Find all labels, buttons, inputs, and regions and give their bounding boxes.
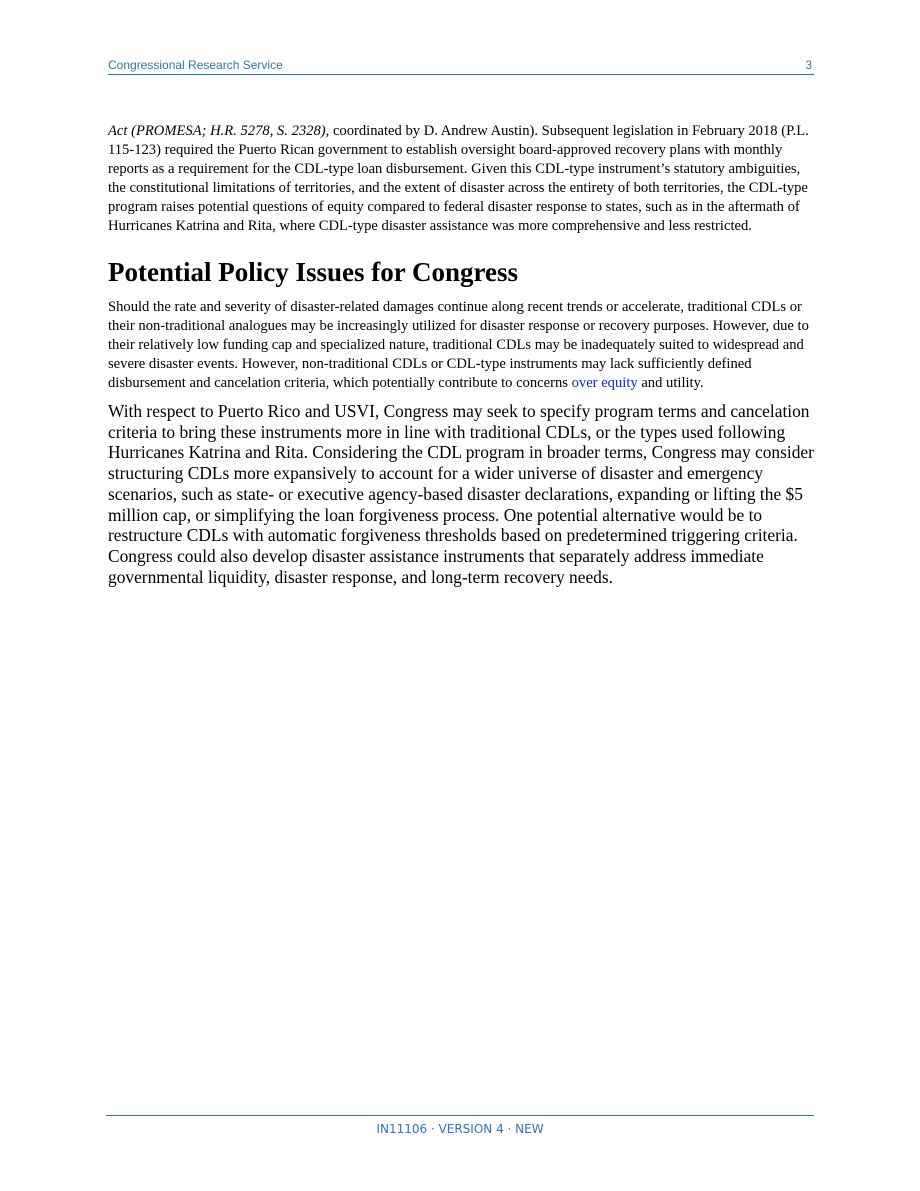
- policy-paragraph-1-text: Should the rate and severity of disaster-related damages continue along recent trends or accelerate, traditional CDLs or their non-traditional analogues may be increasingly utilized for disaster response or recovery purposes. However, due to their relatively low funding cap and specialized nature, traditional CDLs may be inadequately suited to widespread and severe disaster events. However, non-traditional CDLs or CDL-type instruments may lack sufficiently defined disbursement and cancelation criteria, which potentially contribute to concerns: [108, 299, 809, 391]
- over-equity-link[interactable]: over equity: [571, 375, 638, 391]
- intro-paragraph-text: , coordinated by D. Andrew Austin). Subsequent legislation in February 2018 (P.L. 115-123) required the Puerto Rican government to establish oversight board-approved recovery plans with monthly reports as a requirement for the CDL-type loan disbursement. Given this CDL-type instrument’s statutory ambiguities, the constitutional limitations of territories, and the extent of disaster across the entirety of both territories, the CDL-type program raises potential questions of equity compared to federal disaster response to states, such as in the aftermath of Hurricanes Katrina and Rita, where CDL-type disaster assistance was more comprehensive and less restricted.: [108, 123, 809, 234]
- page-header: [108, 57, 814, 75]
- document-body: [108, 122, 816, 587]
- policy-paragraph-1-end: and utility.: [637, 375, 704, 391]
- intro-paragraph: [108, 122, 816, 236]
- section-heading: Potential Policy Issues for Congress: [108, 257, 518, 287]
- header-organization: Congressional Research Service: [108, 58, 283, 72]
- footer-label: IN11106 · VERSION 4 · NEW: [376, 1122, 544, 1136]
- policy-paragraph-1: [108, 298, 816, 393]
- page-footer: [106, 1115, 814, 1136]
- policy-paragraph-2: With respect to Puerto Rico and USVI, Congress may seek to specify program terms and cancelation criteria to bring these instruments more in line with traditional CDLs, or the types used following Hurricanes Katrina and Rita. Considering the CDL program in broader terms, Congress may consider structuring CDLs more expansively to account for a wider universe of disaster and emergency scenarios, such as state- or executive agency-based disaster declarations, expanding or lifting the $5 million cap, or simplifying the loan forgiveness process. One potential alternative would be to restructure CDLs with automatic forgiveness thresholds based on predetermined triggering criteria. Congress could also develop disaster assistance instruments that separately address immediate governmental liquidity, disaster response, and long-term recovery needs.: [108, 401, 814, 587]
- act-title-citation: Act (PROMESA; H.R. 5278, S. 2328): [108, 123, 326, 139]
- page-number: 3: [805, 58, 812, 72]
